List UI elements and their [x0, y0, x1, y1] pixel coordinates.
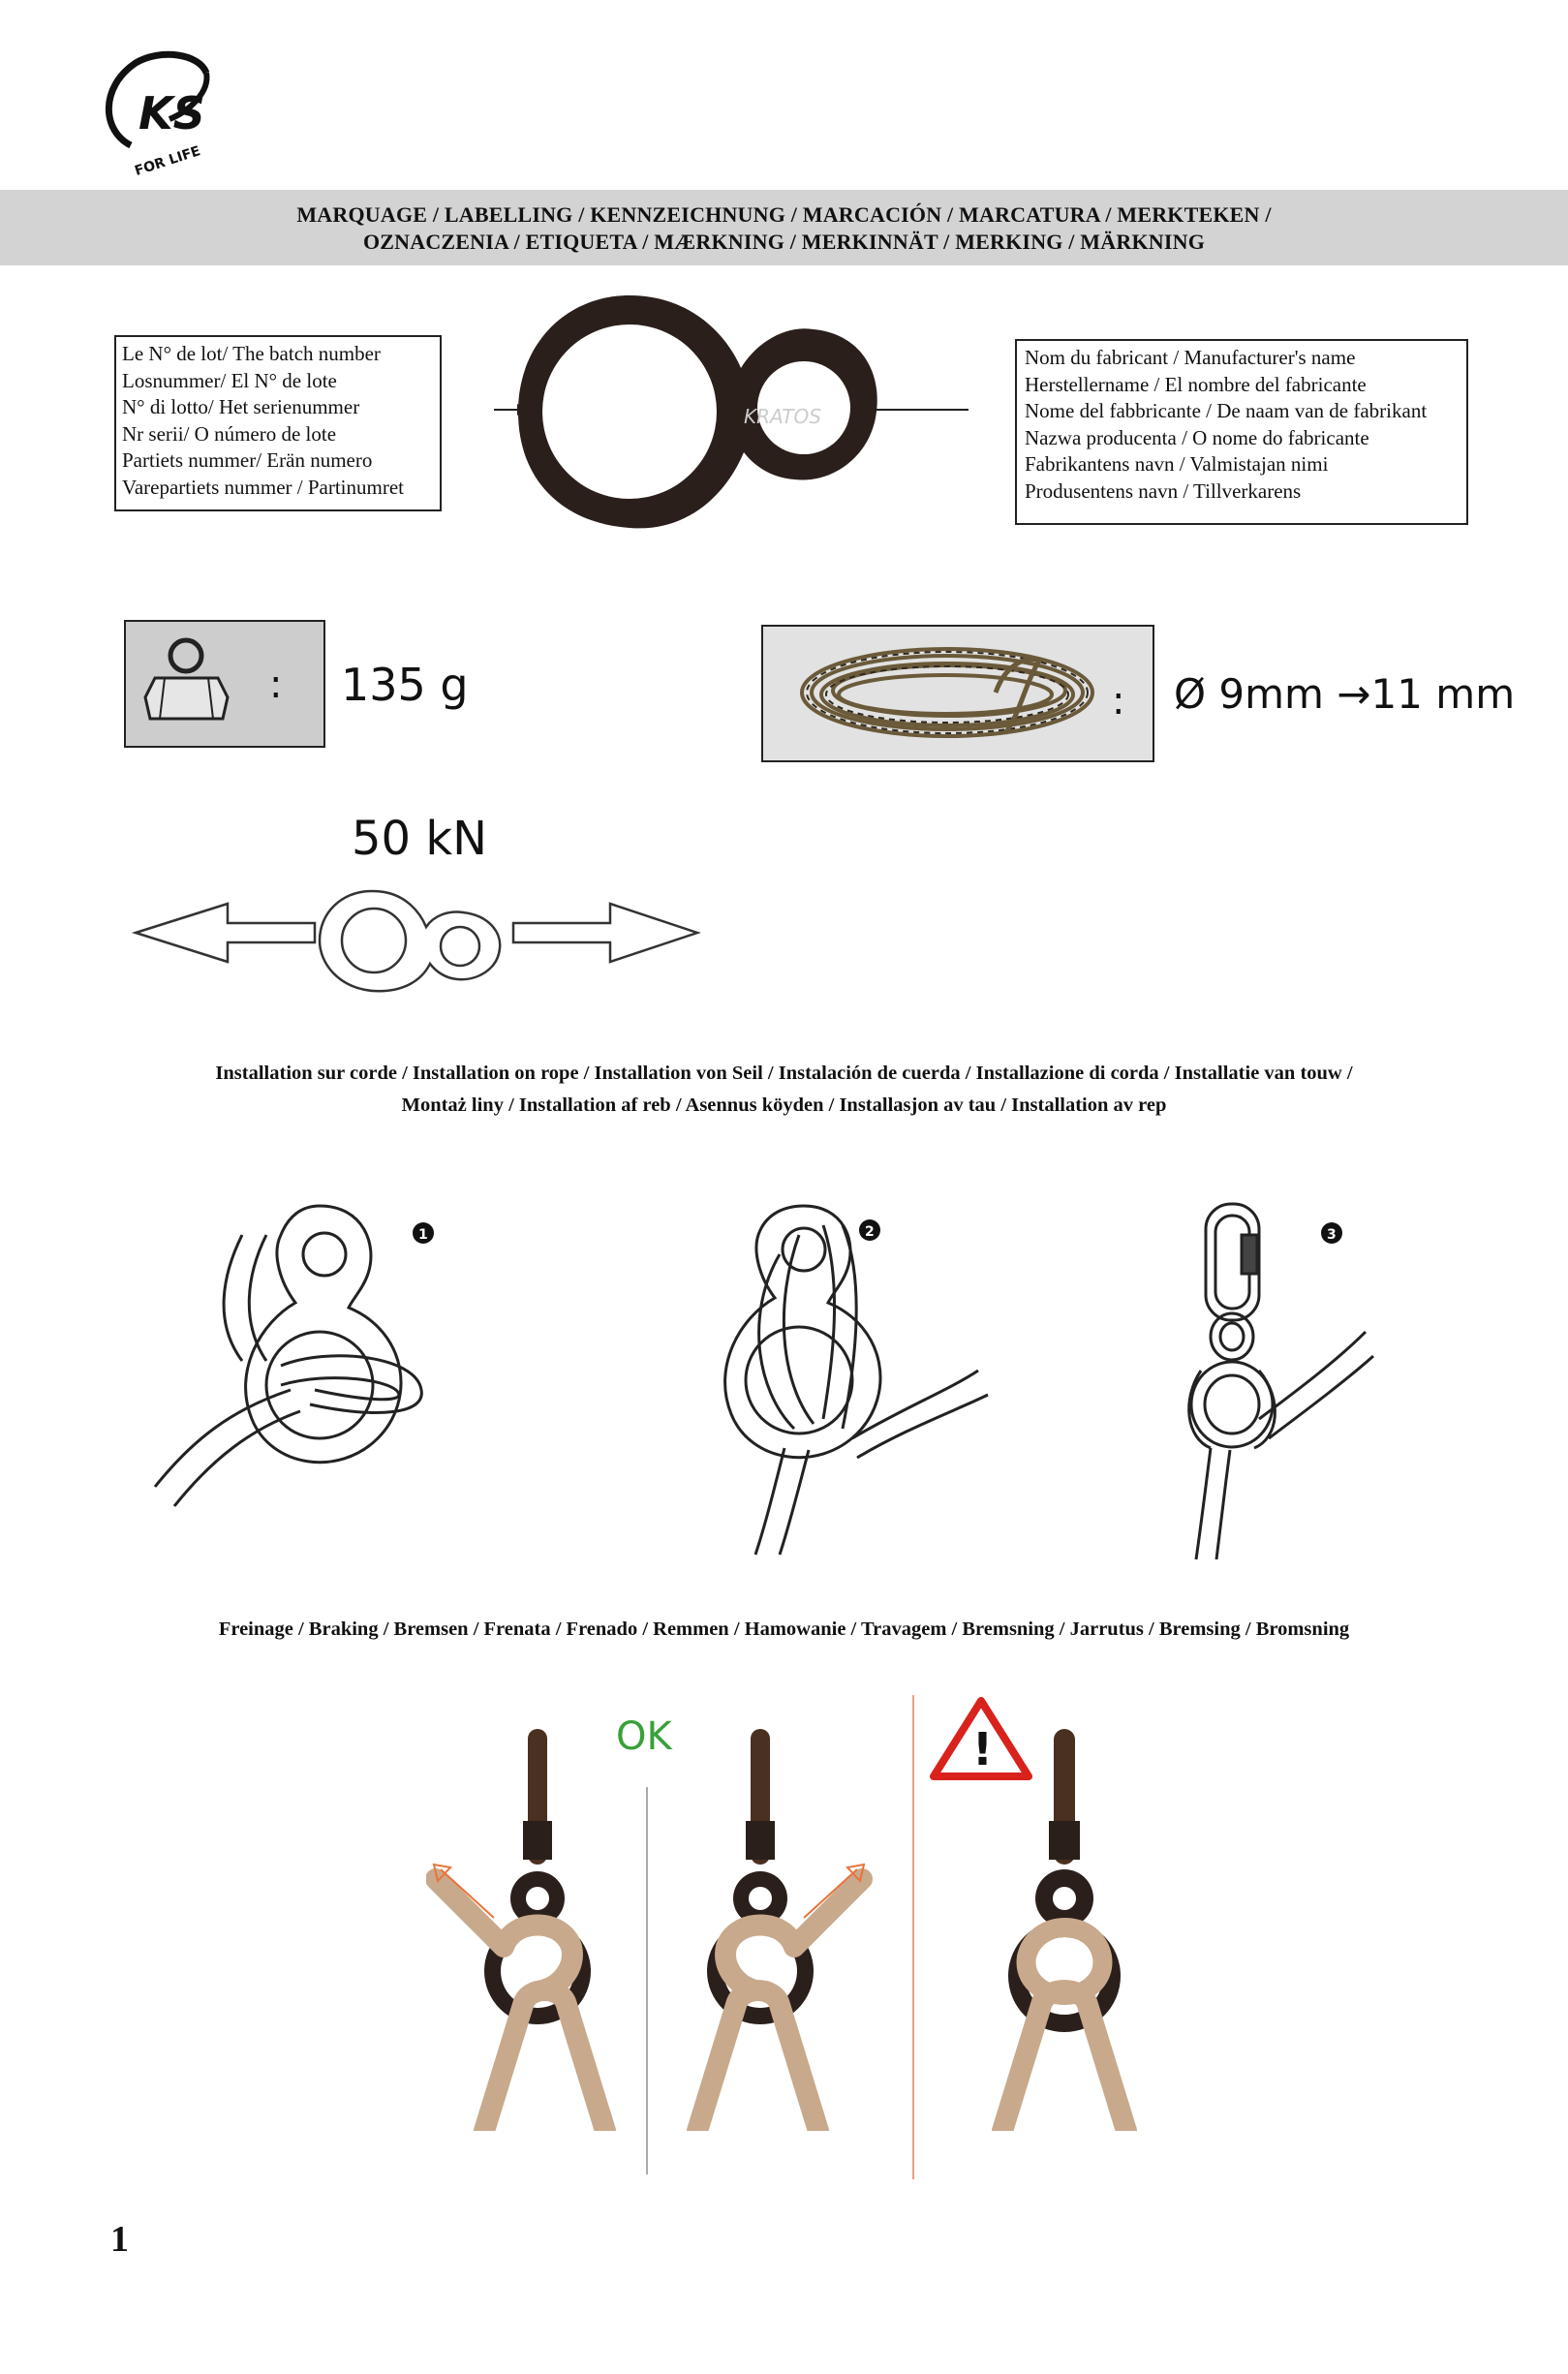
installation-line-1: Installation sur corde / Installation on rope / Installation von Seil / Instalación de cuerda / Installazione di corda / Installatie van touw / — [215, 1063, 1353, 1084]
batch-line: N° di lotto/ Het serienummer — [122, 395, 360, 418]
manufacturer-box — [1015, 339, 1468, 525]
batch-line: Partiets nummer/ Erän numero — [122, 448, 373, 472]
installation-line-2: Montaż liny / Installation af reb / Asennus köyden / Installasjon av tau / Installation av rep — [401, 1095, 1167, 1116]
batch-line: Losnummer/ El N° de lote — [122, 368, 337, 392]
step-number: 3 — [1327, 1227, 1337, 1243]
figure-eight-outline — [320, 891, 500, 991]
step-number: 2 — [865, 1224, 875, 1240]
manufacturer-line: Produsentens navn / Tillverkarens — [1025, 478, 1302, 503]
manufacturer-line: Nome del fabbricante / De naam van de fabrikant — [1025, 399, 1428, 422]
ok-label: OK — [616, 1714, 672, 1759]
manufacturer-line: Fabrikantens navn / Valmistajan nimi — [1025, 452, 1329, 476]
force-arrow-right — [513, 904, 697, 962]
banner-line-2: OZNACZENIA / ETIQUETA / MÆRKNING / MERKINNÄT / MERKING / MÄRKNING — [362, 230, 1206, 254]
rope-diameter-value: Ø 9mm →11 mm — [1174, 670, 1516, 718]
rope-diameter-box — [761, 625, 1154, 762]
device-engraving: KRATOS — [744, 405, 821, 428]
batch-line: Nr serii/ O número de lote — [122, 421, 337, 446]
weight-separator: : — [269, 663, 283, 707]
banner-line-1: MARQUAGE / LABELLING / KENNZEICHNUNG / MARCACIÓN / MARCATURA / MERKTEKEN / — [296, 202, 1272, 227]
page-number: 1 — [110, 2219, 129, 2260]
strength-diagram — [126, 886, 707, 993]
manufacturer-line: Nazwa producenta / O nome do fabricante — [1025, 425, 1369, 449]
logo-tagline: FOR LIFE — [133, 143, 203, 179]
labelling-banner — [0, 190, 1568, 265]
installation-heading — [0, 1058, 1568, 1122]
braking-figure-ok-right — [659, 1724, 881, 2131]
batch-number-box — [114, 335, 442, 511]
installation-step-2 — [678, 1196, 998, 1564]
step-number: 1 — [418, 1227, 428, 1243]
weight-box — [124, 620, 325, 748]
rope-separator: : — [1112, 679, 1125, 724]
installation-step-3 — [1162, 1196, 1375, 1564]
batch-line: Le N° de lot/ The batch number — [122, 342, 381, 365]
logo-monogram: KS — [138, 87, 205, 139]
weight-icon — [126, 622, 323, 746]
breaking-strength-value: 50 kN — [352, 812, 488, 866]
brand-logo — [92, 44, 228, 179]
manufacturer-line: Herstellername / El nombre del fabricante — [1025, 372, 1367, 396]
weight-value: 135 g — [341, 659, 469, 711]
batch-line: Varepartiets nummer / Partinumret — [122, 475, 404, 499]
braking-figure-incorrect — [959, 1724, 1182, 2131]
installation-step-1 — [136, 1196, 455, 1526]
braking-figure-ok-left — [426, 1724, 649, 2131]
braking-heading: Freinage / Braking / Bremsen / Frenata / Frenado / Remmen / Hamowanie / Travagem / Bremsning / Jarrutus / Bremsing / Bromsning — [218, 1619, 1350, 1640]
force-arrow-left — [136, 904, 315, 962]
warning-symbol: ! — [972, 1723, 993, 1775]
manufacturer-line: Nom du fabricant / Manufacturer's name — [1025, 346, 1356, 369]
divider — [912, 1695, 914, 2179]
figure-eight-device — [494, 286, 968, 547]
rope-coil-icon — [763, 627, 1153, 760]
